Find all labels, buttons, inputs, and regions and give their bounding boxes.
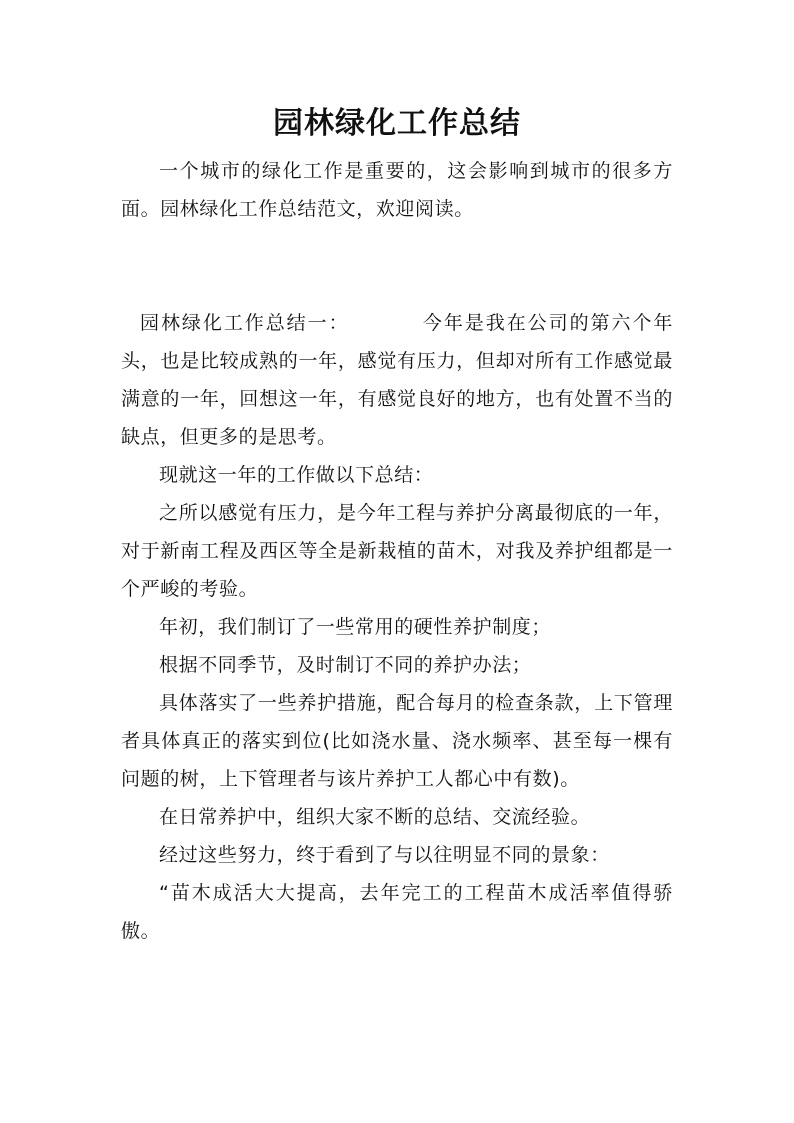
document-title: 园林绿化工作总结 <box>273 106 521 141</box>
section-heading: 园林绿化工作总结一： <box>140 312 350 334</box>
paragraph-seasonal: 根据不同季节，及时制订不同的养护办法； <box>159 654 532 676</box>
paragraph-measures: 具体落实了一些养护措施，配合每月的检查条款，上下管理者具体真正的落实到位(比如浇水量、浇水频率、甚至每一棵有问题的树，上下管理者与该片养护工人都心中有数)。 <box>121 692 673 790</box>
paragraph-survival: “苗木成活大大提高，去年完工的工程苗木成活率值得骄傲。 <box>121 882 673 942</box>
intro-paragraph: 一个城市的绿化工作是重要的，这会影响到城市的很多方面。园林绿化工作总结范文，欢迎阅读。 <box>121 160 673 220</box>
section-first-text: 今年是我在公司的第六个年头，也是比较成熟的一年，感觉有压力，但却对所有工作感觉最满意的一年，回想这一年，有感觉良好的地方，也有处置不当的缺点，但更多的是思考。 <box>121 312 673 448</box>
paragraph-rules: 年初，我们制订了一些常用的硬性养护制度； <box>159 616 552 638</box>
paragraph-pressure: 之所以感觉有压力，是今年工程与养护分离最彻底的一年，对于新南工程及西区等全是新栽植的苗木，对我及养护组都是一个严峻的考验。 <box>121 502 673 600</box>
paragraph-summary-intro: 现就这一年的工作做以下总结： <box>159 464 434 486</box>
paragraph-results: 经过这些努力，终于看到了与以往明显不同的景象： <box>159 844 610 866</box>
section-paragraph <box>121 304 673 456</box>
paragraph-daily: 在日常养护中，组织大家不断的总结、交流经验。 <box>159 806 591 828</box>
document-body <box>121 152 673 950</box>
